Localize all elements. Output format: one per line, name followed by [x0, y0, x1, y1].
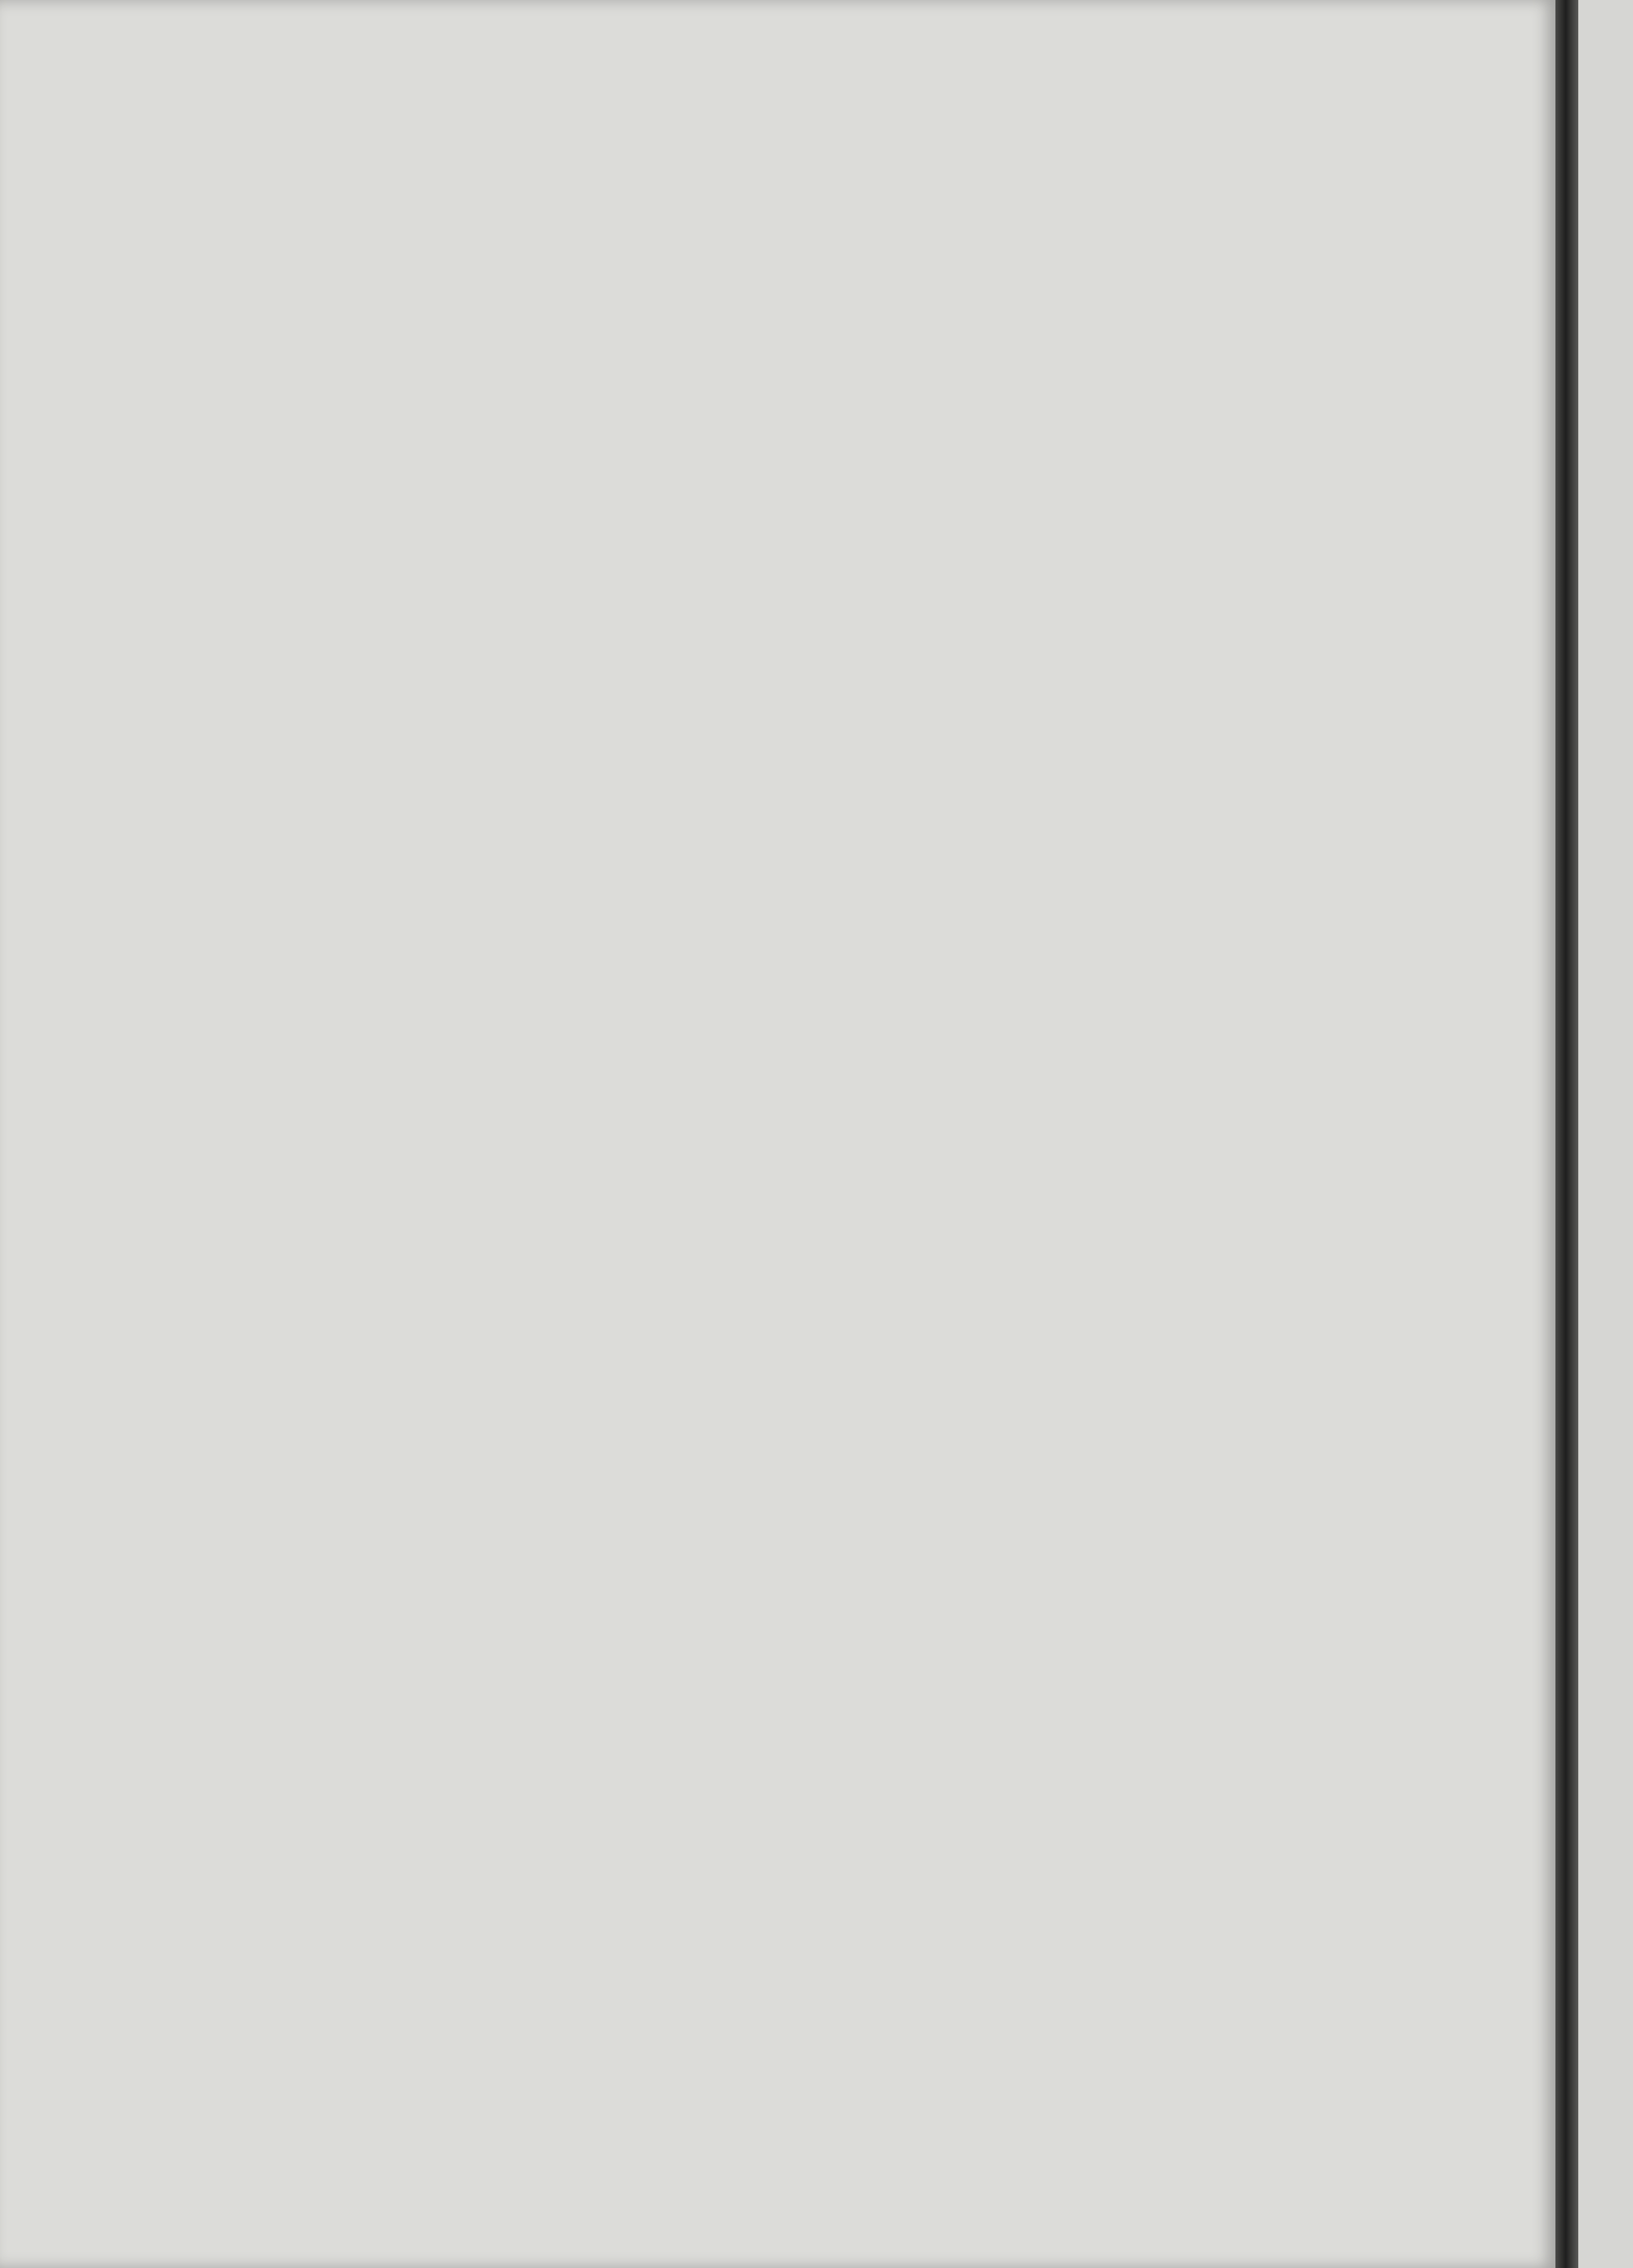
- page-content: [189, 75, 1496, 124]
- book-gutter: [1555, 0, 1578, 2268]
- adjacent-page-edge: [1578, 0, 1633, 2268]
- page-header: [189, 75, 1496, 124]
